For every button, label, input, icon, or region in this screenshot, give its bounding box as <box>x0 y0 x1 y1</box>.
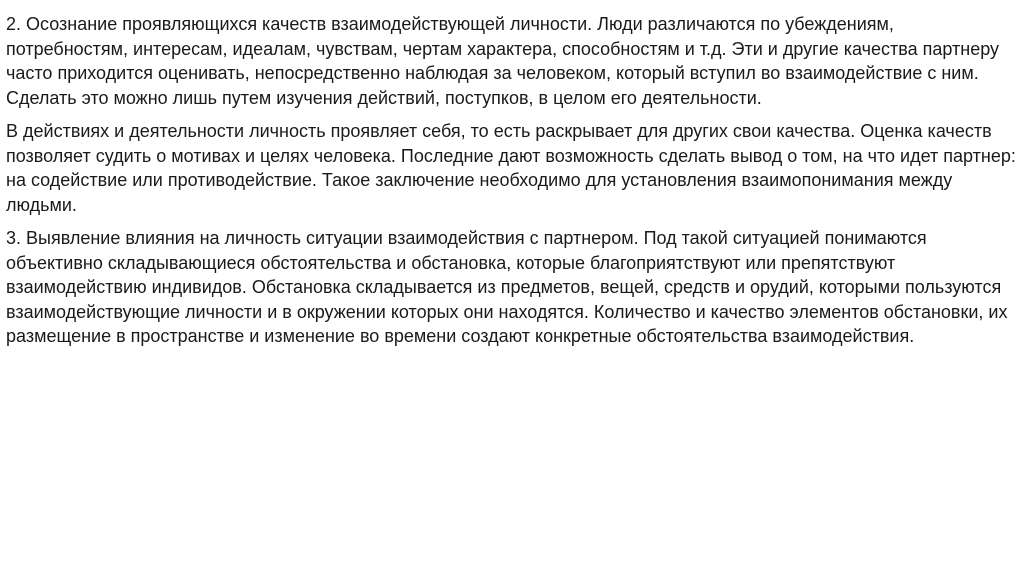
slide-body-text <box>6 12 1016 358</box>
paragraph-2: В действиях и деятельности личность проявляет себя, то есть раскрывает для других свои качества. Оценка качеств позволяет судить о мотивах и целях человека. Последние дают возможность сделать вывод о том, на что идет партнер: на содействие или противодействие. Такое заключение необходимо для установления взаимопонимания между людьми. <box>6 121 1016 215</box>
paragraph-3: 3. Выявление влияния на личность ситуации взаимодействия с партнером. Под такой ситуацией понимаются объективно складывающиеся обстоятельства и обстановка, которые благоприятствуют или препятствуют взаимодействию индивидов. Обстановка складывается из предметов, вещей, средств и орудий, которыми пользуются взаимодействующие личности и в окружении которых они находятся. Количество и качество элементов обстановки, их размещение в пространстве и изменение во времени создают конкретные обстоятельства взаимодействия. <box>6 228 1008 346</box>
paragraph-1: 2. Осознание проявляющихся качеств взаимодействующей личности. Люди различаются по убеждениям, потребностям, интересам, идеалам, чувствам, чертам характера, способностям и т.д. Эти и другие качества партнеру часто приходится оценивать, непосредственно наблюдая за человеком, который вступил во взаимодействие с ним. Сделать это можно лишь путем изучения действий, поступков, в целом его деятельности. <box>6 14 1000 108</box>
